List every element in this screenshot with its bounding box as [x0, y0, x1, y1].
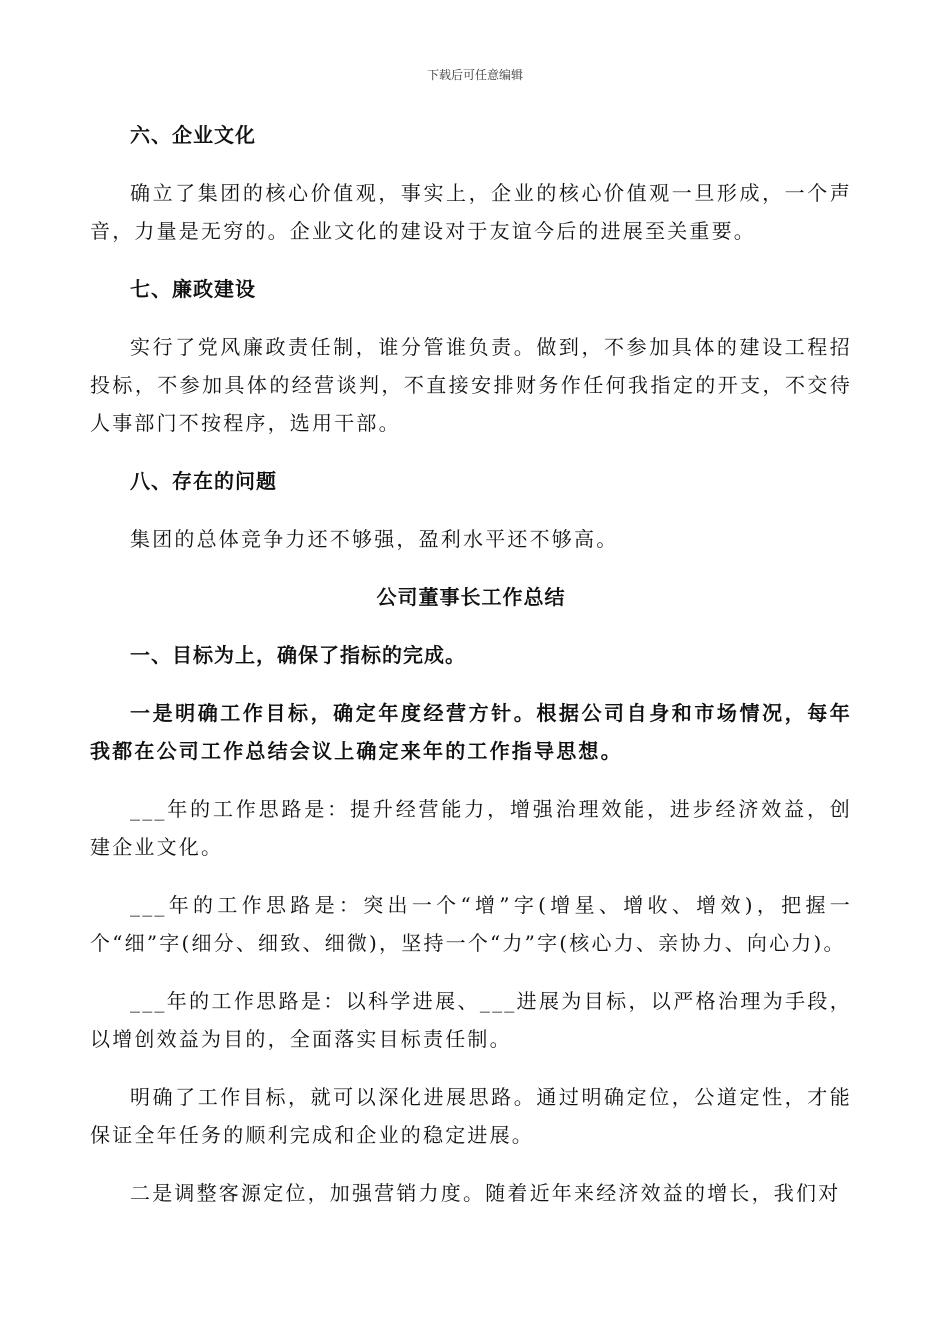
page-header: 下载后可任意编辑 — [426, 68, 523, 82]
spacer — [90, 616, 852, 636]
section-heading-problems: 八、存在的问题 — [130, 469, 277, 493]
section-heading-integrity: 七、廉政建设 — [130, 277, 256, 301]
document-body — [90, 116, 852, 1212]
paragraph-goals-bold: 一是明确工作目标，确定年度经营方针。根据公司自身和市场情况，每年我都在公司工作总结会议上确定来年的工作指导思想。 — [90, 701, 852, 763]
spacer — [90, 154, 852, 174]
spacer — [90, 250, 852, 270]
paragraph-marketing: 二是调整客源定位，加强营销力度。随着近年来经济效益的增长，我们对 — [130, 1181, 841, 1205]
paragraph-culture: 确立了集团的核心价值观，事实上，企业的核心价值观一旦形成，一个声音，力量是无穷的。企业文化的建设对于友谊今后的进展至关重要。 — [90, 181, 852, 243]
section-heading-culture: 六、企业文化 — [130, 123, 256, 147]
paragraph-problems: 集团的总体竞争力还不够强，盈利水平还不够高。 — [130, 527, 619, 551]
spacer — [90, 866, 852, 886]
spacer — [90, 674, 852, 694]
spacer — [90, 500, 852, 520]
spacer — [90, 308, 852, 328]
spacer — [90, 1154, 852, 1174]
article-title: 公司董事长工作总结 — [376, 585, 566, 609]
paragraph-year-plan-3: ___年的工作思路是：以科学进展、___进展为目标，以严格治理为手段，以增创效益为目的，全面落实目标责任制。 — [90, 989, 852, 1051]
spacer — [90, 442, 852, 462]
paragraph-positioning: 明确了工作目标，就可以深化进展思路。通过明确定位，公道定性，才能保证全年任务的顺利完成和企业的稳定进展。 — [90, 1085, 852, 1147]
spacer — [90, 962, 852, 982]
paragraph-year-plan-1: ___年的工作思路是：提升经营能力，增强治理效能，进步经济效益，创建企业文化。 — [90, 797, 852, 859]
paragraph-integrity: 实行了党风廉政责任制，谁分管谁负责。做到，不参加具体的建设工程招投标，不参加具体的经营谈判，不直接安排财务作任何我指定的开支，不交待人事部门不按程序，选用干部。 — [90, 335, 852, 435]
spacer — [90, 770, 852, 790]
article-heading-goals: 一、目标为上，确保了指标的完成。 — [130, 643, 466, 667]
paragraph-year-plan-2: ___年的工作思路是：突出一个“增”字(增星、增收、增效)，把握一个“细”字(细分、细致、细微)，坚持一个“力”字(核心力、亲协力、向心力)。 — [90, 893, 852, 955]
spacer — [90, 1058, 852, 1078]
spacer — [90, 558, 852, 578]
